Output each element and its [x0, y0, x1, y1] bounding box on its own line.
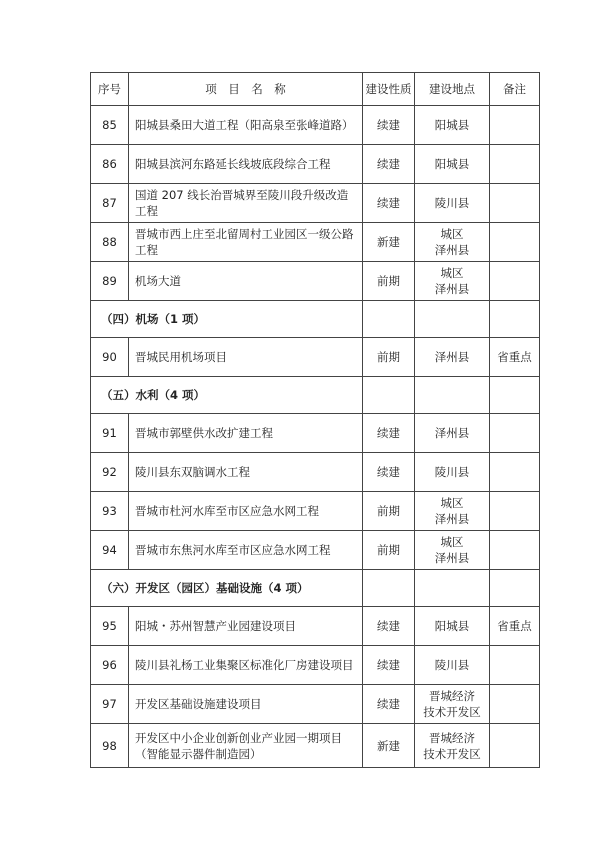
- table-row: [91, 724, 540, 768]
- cell-note: [490, 531, 540, 570]
- cell-no: 98: [91, 724, 129, 768]
- cell-location: 泽州县: [415, 338, 490, 377]
- table-row: [91, 145, 540, 184]
- cell-no: 95: [91, 607, 129, 646]
- cell-name: 开发区中小企业创新创业产业园一期项目（智能显示器件制造园）: [129, 724, 363, 768]
- cell-name: 晋城市东焦河水库至市区应急水网工程: [129, 531, 363, 570]
- cell-note: [490, 106, 540, 145]
- cell-note: [490, 453, 540, 492]
- cell-type: 前期: [363, 492, 415, 531]
- cell-no: 92: [91, 453, 129, 492]
- table-header-row: [91, 73, 540, 106]
- cell-note: [490, 724, 540, 768]
- table-row: [91, 453, 540, 492]
- table-row: [91, 646, 540, 685]
- cell-note: 省重点: [490, 607, 540, 646]
- section-row: [91, 570, 540, 607]
- table-row: [91, 531, 540, 570]
- cell-no: 97: [91, 685, 129, 724]
- cell-note: [490, 414, 540, 453]
- cell-note: [490, 184, 540, 223]
- section-row: [91, 301, 540, 338]
- cell-location: 城区 泽州县: [415, 492, 490, 531]
- table-row: [91, 338, 540, 377]
- cell-no: 85: [91, 106, 129, 145]
- cell-name: 晋城市杜河水库至市区应急水网工程: [129, 492, 363, 531]
- cell-name: 陵川县东双脑调水工程: [129, 453, 363, 492]
- cell-note: [490, 492, 540, 531]
- cell-note: 省重点: [490, 338, 540, 377]
- header-location: 建设地点: [415, 73, 490, 106]
- table-row: [91, 685, 540, 724]
- cell-type: 续建: [363, 607, 415, 646]
- cell-no: 90: [91, 338, 129, 377]
- project-table: [90, 72, 540, 768]
- table-row: [91, 492, 540, 531]
- cell-name: 晋城民用机场项目: [129, 338, 363, 377]
- cell-no: 86: [91, 145, 129, 184]
- cell-name: 晋城市郭壁供水改扩建工程: [129, 414, 363, 453]
- cell-location: [415, 377, 490, 414]
- cell-note: [490, 685, 540, 724]
- header-no: 序号: [91, 73, 129, 106]
- cell-note: [490, 262, 540, 301]
- table-row: [91, 106, 540, 145]
- cell-type: 续建: [363, 646, 415, 685]
- cell-location: 阳城县: [415, 106, 490, 145]
- table-row: [91, 223, 540, 262]
- cell-no: 94: [91, 531, 129, 570]
- section-title: （六）开发区（园区）基础设施（4 项）: [91, 570, 363, 607]
- cell-location: 阳城县: [415, 145, 490, 184]
- cell-type: [363, 377, 415, 414]
- cell-no: 87: [91, 184, 129, 223]
- cell-location: [415, 570, 490, 607]
- cell-type: 续建: [363, 685, 415, 724]
- cell-note: [490, 301, 540, 338]
- cell-location: 晋城经济 技术开发区: [415, 685, 490, 724]
- cell-location: 陵川县: [415, 184, 490, 223]
- cell-no: 91: [91, 414, 129, 453]
- table-row: [91, 414, 540, 453]
- cell-location: 泽州县: [415, 414, 490, 453]
- cell-type: 续建: [363, 184, 415, 223]
- cell-name: 阳城・苏州智慧产业园建设项目: [129, 607, 363, 646]
- cell-type: 续建: [363, 453, 415, 492]
- cell-location: 城区 泽州县: [415, 262, 490, 301]
- cell-type: 续建: [363, 414, 415, 453]
- cell-type: 续建: [363, 145, 415, 184]
- cell-type: 续建: [363, 106, 415, 145]
- cell-location: 陵川县: [415, 646, 490, 685]
- table-row: [91, 262, 540, 301]
- cell-type: 前期: [363, 338, 415, 377]
- cell-no: 93: [91, 492, 129, 531]
- cell-name: 阳城县滨河东路延长线坡底段综合工程: [129, 145, 363, 184]
- cell-location: 城区 泽州县: [415, 531, 490, 570]
- cell-name: 阳城县桑田大道工程（阳高泉至张峰道路）: [129, 106, 363, 145]
- cell-note: [490, 377, 540, 414]
- cell-name: 晋城市西上庄至北留周村工业园区一级公路工程: [129, 223, 363, 262]
- cell-type: 前期: [363, 262, 415, 301]
- cell-location: 陵川县: [415, 453, 490, 492]
- cell-no: 89: [91, 262, 129, 301]
- section-row: [91, 377, 540, 414]
- cell-note: [490, 145, 540, 184]
- cell-name: 陵川县礼杨工业集聚区标准化厂房建设项目: [129, 646, 363, 685]
- cell-name: 机场大道: [129, 262, 363, 301]
- cell-note: [490, 570, 540, 607]
- cell-note: [490, 223, 540, 262]
- section-title: （四）机场（1 项）: [91, 301, 363, 338]
- section-title: （五）水利（4 项）: [91, 377, 363, 414]
- cell-no: 88: [91, 223, 129, 262]
- cell-location: 阳城县: [415, 607, 490, 646]
- table-row: [91, 607, 540, 646]
- header-note: 备注: [490, 73, 540, 106]
- cell-location: [415, 301, 490, 338]
- cell-type: [363, 570, 415, 607]
- cell-name: 开发区基础设施建设项目: [129, 685, 363, 724]
- cell-no: 96: [91, 646, 129, 685]
- cell-type: [363, 301, 415, 338]
- cell-name: 国道 207 线长治晋城界至陵川段升级改造工程: [129, 184, 363, 223]
- cell-note: [490, 646, 540, 685]
- cell-type: 新建: [363, 724, 415, 768]
- cell-type: 新建: [363, 223, 415, 262]
- header-name: 项 目 名 称: [129, 73, 363, 106]
- cell-location: 城区 泽州县: [415, 223, 490, 262]
- cell-type: 前期: [363, 531, 415, 570]
- table-row: [91, 184, 540, 223]
- cell-location: 晋城经济 技术开发区: [415, 724, 490, 768]
- header-type: 建设性质: [363, 73, 415, 106]
